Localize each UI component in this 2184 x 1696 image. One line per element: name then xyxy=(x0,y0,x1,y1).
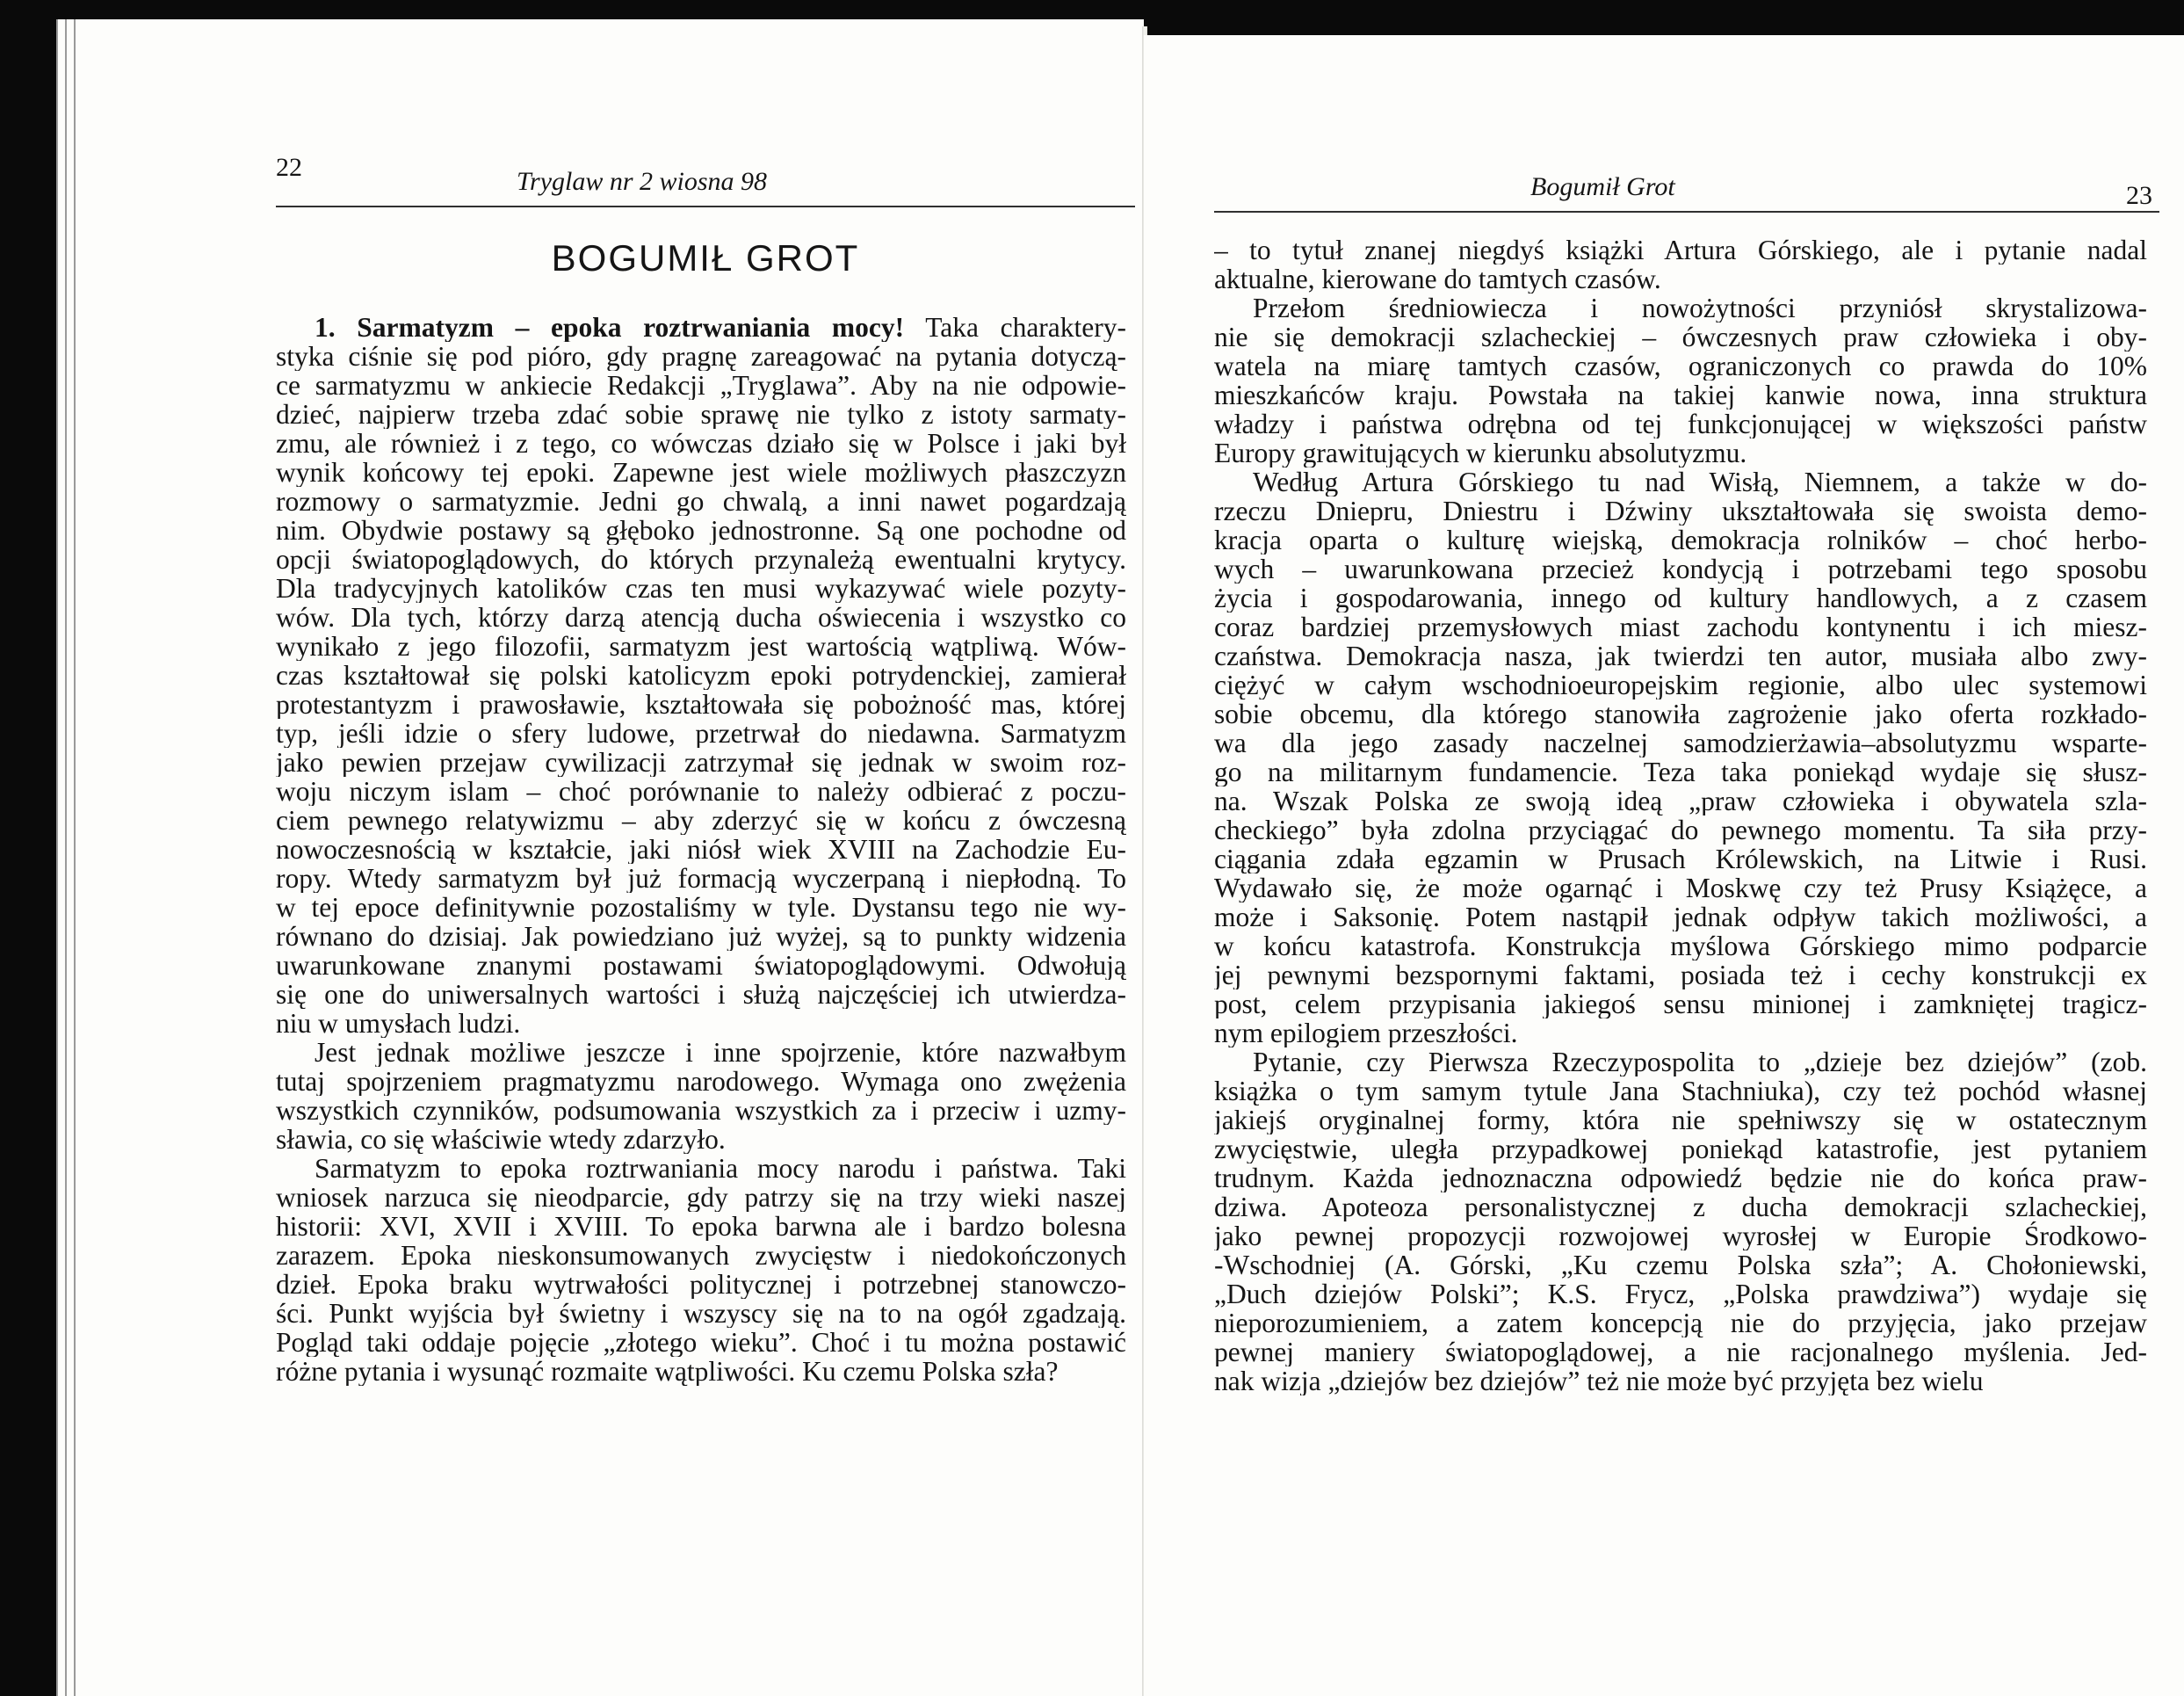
header-rule xyxy=(1214,211,2159,213)
text-line: Według Artura Górskiego tu nad Wisłą, Niemnem, a także w do- xyxy=(1253,467,2147,496)
text-line: nym epilogiem przeszłości. xyxy=(1214,1018,1518,1047)
text-line: czaństwa. Demokracja nasza, jak twierdzi ten autor, musiała albo zwy- xyxy=(1214,641,2147,670)
text-line: różne pytania i wysunąć rozmaite wątpliwości. Ku czemu Polska szła? xyxy=(276,1357,1059,1386)
text-line: ce sarmatyzmu w ankiecie Redakcji „Tryglawa”. Aby na nie odpowie- xyxy=(276,371,1126,400)
text-line: wynik końcowy tej epoki. Zapewne jest wiele możliwych płaszczyzn xyxy=(276,458,1126,487)
text-line: dziwa. Apoteoza personalistycznej z ducha demokracji szlacheckiej, xyxy=(1214,1192,2147,1221)
text-line: ciem pewnego relatywizmu – aby zderzyć się w końcu z ówczesną xyxy=(276,806,1126,835)
text-line: – to tytuł znanej niegdyś książki Artura Górskiego, ale i pytanie nadal xyxy=(1214,236,2147,265)
text-line: nim. Obydwie postawy są głęboko jednostronne. Są one pochodne od xyxy=(276,516,1126,545)
text-line: kracja oparta o kulturę wiejską, demokracja rolników – choć herbo- xyxy=(1214,525,2147,554)
text-line: coraz bardziej przemysłowych miast zachodu kontynentu i ich miesz- xyxy=(1214,612,2147,641)
text-line: rozmowy o sarmatyzmie. Jedni go chwalą, a inni nawet pogardzają xyxy=(276,487,1126,516)
right-page xyxy=(1144,35,2184,1696)
page-number: 22 xyxy=(276,153,302,182)
text-line: styka ciśnie się pod pióro, gdy pragnę zareagować na pytania dotyczą- xyxy=(276,342,1126,371)
text-line: opcji światopoglądowych, do których przynależą ewentualni krytycy. xyxy=(276,545,1126,574)
text-line: zarazem. Epoka nieskonsumowanych zwycięstw i niedokończonych xyxy=(276,1241,1126,1270)
text-line: protestantyzm i prawosławie, kształtowała się pobożność mas, której xyxy=(276,690,1126,719)
text-line: nie się demokracji szlacheckiej – ówczesnych praw człowieka i oby- xyxy=(1214,323,2147,352)
text-line: jakiejś oryginalnej formy, która nie spełniwszy się w ostatecznym xyxy=(1214,1105,2147,1134)
page-number: 23 xyxy=(2126,181,2152,210)
text-line: wniosek narzuca się nieodparcie, gdy patrzy się na trzy wieki naszej xyxy=(276,1183,1126,1212)
text-line: wów. Dla tych, którzy darzą atencją ducha oświecenia i wszystko co xyxy=(276,603,1126,632)
text-line: nieporozumieniem, a zatem koncepcją nie do przyjęcia, jako przejaw xyxy=(1214,1308,2147,1337)
text-line: historii: XVI, XVII i XVIII. To epoka barwna ale i bardzo bolesna xyxy=(276,1212,1126,1241)
left-body-text xyxy=(276,313,1126,1386)
text-line: wa dla jego zasady naczelnej samodzierżawia–absolutyzmu wsparte- xyxy=(1214,728,2147,757)
left-page xyxy=(56,19,1144,1696)
text-line: jako pewnej propozycji rozwojowej wyrosłej w Europie Środkowo- xyxy=(1214,1221,2147,1250)
text-line: „Duch dziejów Polski”; K.S. Frycz, „Polska prawdziwa”) wydaje się xyxy=(1214,1279,2147,1308)
text-line: na. Wszak Polska ze swoją ideą „praw człowieka i obywatela szla- xyxy=(1214,786,2147,815)
text-line: uwarunkowane znanymi postawami światopoglądowymi. Odwołują xyxy=(276,951,1126,980)
text-line: -Wschodniej (A. Górski, „Ku czemu Polska szła”; A. Chołoniewski, xyxy=(1214,1250,2147,1279)
text-line: woju niczym islam – choć porównanie to należy odbierać z poczu- xyxy=(276,777,1126,806)
header-rule xyxy=(276,206,1135,207)
text-line: może i Saksonię. Potem nastąpił jednak odpływ takich możliwości, a xyxy=(1214,902,2147,931)
text-line xyxy=(276,313,1126,342)
text-line: trudnym. Każda jednoznaczna odpowiedź będzie nie do końca praw- xyxy=(1214,1163,2147,1192)
page-edge xyxy=(74,19,76,1696)
text-line: post, celem przypisania jakiegoś sensu minionej i zamkniętej tragicz- xyxy=(1214,989,2147,1018)
text-line: nowoczesnością w kształcie, jaki niósł wiek XVIII na Zachodzie Eu- xyxy=(276,835,1126,864)
text-line: ści. Punkt wyjścia był świetny i wszyscy się na to na ogół zgadzają. xyxy=(276,1299,1126,1328)
section-lead: 1. Sarmatyzm – epoka roztrwaniania mocy! xyxy=(315,313,905,342)
text-line: Wydawało się, że może ogarnąć i Moskwę czy też Prusy Książęce, a xyxy=(1214,873,2147,902)
text-line: niu w umysłach ludzi. xyxy=(276,1009,521,1038)
text-line: się one do uniwersalnych wartości i służą najczęściej ich utwierdza- xyxy=(276,980,1126,1009)
text-line: aktualne, kierowane do tamtych czasów. xyxy=(1214,265,1661,294)
text-line: czas kształtował się polski katolicyzm epoki potrydenckiej, zamierał xyxy=(276,661,1126,690)
text-line: pewnej maniery światopoglądowej, a nie racjonalnego myślenia. Jed- xyxy=(1214,1337,2147,1366)
text-line: władzy i państwa odrębna od tej funkcjonującej w większości państw xyxy=(1214,410,2147,438)
text-line: jako pewien przejaw cywilizacji zatrzymał się jednak w swoim roz- xyxy=(276,748,1126,777)
text-line: wszystkich czynników, podsumowania wszystkich za i przeciw i uzmy- xyxy=(276,1096,1126,1125)
line-text: Taka charaktery- xyxy=(904,313,1126,342)
text-line: książka o tym samym tytule Jana Stachniuka), czy też pochód własnej xyxy=(1214,1076,2147,1105)
text-line: Przełom średniowiecza i nowożytności przyniósł skrystalizowa- xyxy=(1253,294,2147,323)
text-line: w końcu katastrofa. Konstrukcja myślowa Górskiego mimo podparcie xyxy=(1214,931,2147,960)
text-line: go na militarnym fundamencie. Teza taka poniekąd wydaje się słusz- xyxy=(1214,757,2147,786)
page-edge xyxy=(56,19,58,1696)
text-line: Pytanie, czy Pierwsza Rzeczypospolita to „dzieje bez dziejów” (zob. xyxy=(1253,1047,2147,1076)
text-line: checkiego” była zdolna przyciągać do pewnego momentu. Ta siła przy- xyxy=(1214,815,2147,844)
text-line: wych – uwarunkowana przecież kondycją i potrzebami tego sposobu xyxy=(1214,554,2147,583)
text-line: dzieł. Epoka braku wytrwałości politycznej i potrzebnej stanowczo- xyxy=(276,1270,1126,1299)
right-body-text xyxy=(1214,236,2147,1395)
text-line: nak wizja „dziejów bez dziejów” też nie może być przyjęta bez wielu xyxy=(1214,1366,1984,1395)
text-line: Jest jednak możliwe jeszcze i inne spojrzenie, które nazwałbym xyxy=(315,1038,1126,1067)
text-line: Pogląd taki oddaje pojęcie „złotego wieku”. Choć i tu można postawić xyxy=(276,1328,1126,1357)
text-line: równano do dzisiaj. Jak powiedziano już wyżej, są to punkty widzenia xyxy=(276,922,1126,951)
text-line: jej pewnymi bezspornymi faktami, posiada też i cechy konstrukcji ex xyxy=(1214,960,2147,989)
text-line: Europy grawitujących w kierunku absolutyzmu. xyxy=(1214,438,1747,467)
text-line: mieszkańców kraju. Powstała na takiej kanwie nowa, inna struktura xyxy=(1214,381,2147,410)
text-line: zmu, ale również i z tego, co wówczas działo się w Polsce i jaki był xyxy=(276,429,1126,458)
running-header: Tryglaw nr 2 wiosna 98 xyxy=(517,167,768,196)
page-edge xyxy=(65,19,67,1696)
text-line: ciągania zdała egzamin w Prusach Królewskich, na Litwie i Rusi. xyxy=(1214,844,2147,873)
text-line: Dla tradycyjnych katolików czas ten musi wykazywać wiele pozyty- xyxy=(276,574,1126,603)
text-line: rzeczu Dniepru, Dniestru i Dźwiny ukształtowała się swoista demo- xyxy=(1214,496,2147,525)
text-line: zwycięstwie, uległa przypadkowej poniekąd katastrofie, jest pytaniem xyxy=(1214,1134,2147,1163)
text-line: tutaj spojrzeniem pragmatyzmu narodowego. Wymaga ono zwężenia xyxy=(276,1067,1126,1096)
text-line: życia i gospodarowania, innego od kultury handlowych, a z czasem xyxy=(1214,583,2147,612)
running-header: Bogumił Grot xyxy=(1530,172,1675,201)
text-line: watela na miarę tamtych czasów, ograniczonych co prawda do 10% xyxy=(1214,352,2147,381)
text-line: ropy. Wtedy sarmatyzm był już formacją wyczerpaną i niepłodną. To xyxy=(276,864,1126,893)
text-line: typ, jeśli idzie o sfery ludowe, przetrwał do niedawna. Sarmatyzm xyxy=(276,719,1126,748)
text-line: w tej epoce definitywnie pozostaliśmy w tyle. Dystansu tego nie wy- xyxy=(276,893,1126,922)
text-line: Sarmatyzm to epoka roztrwaniania mocy narodu i państwa. Taki xyxy=(315,1154,1126,1183)
text-line: dzieć, najpierw trzeba zdać sobie sprawę nie tylko z istoty sarmaty- xyxy=(276,400,1126,429)
text-line: sobie obcemu, dla którego stanowiła zagrożenie jako oferta rozkłado- xyxy=(1214,699,2147,728)
text-line: sławia, co się właściwie wtedy zdarzyło. xyxy=(276,1125,726,1154)
text-line: wynikało z jego filozofii, sarmatyzm jest wartością wątpliwą. Wów- xyxy=(276,632,1126,661)
text-line: ciężyć w całym wschodnioeuropejskim regionie, albo ulec systemowi xyxy=(1214,670,2147,699)
article-title: BOGUMIŁ GROT xyxy=(551,237,860,279)
